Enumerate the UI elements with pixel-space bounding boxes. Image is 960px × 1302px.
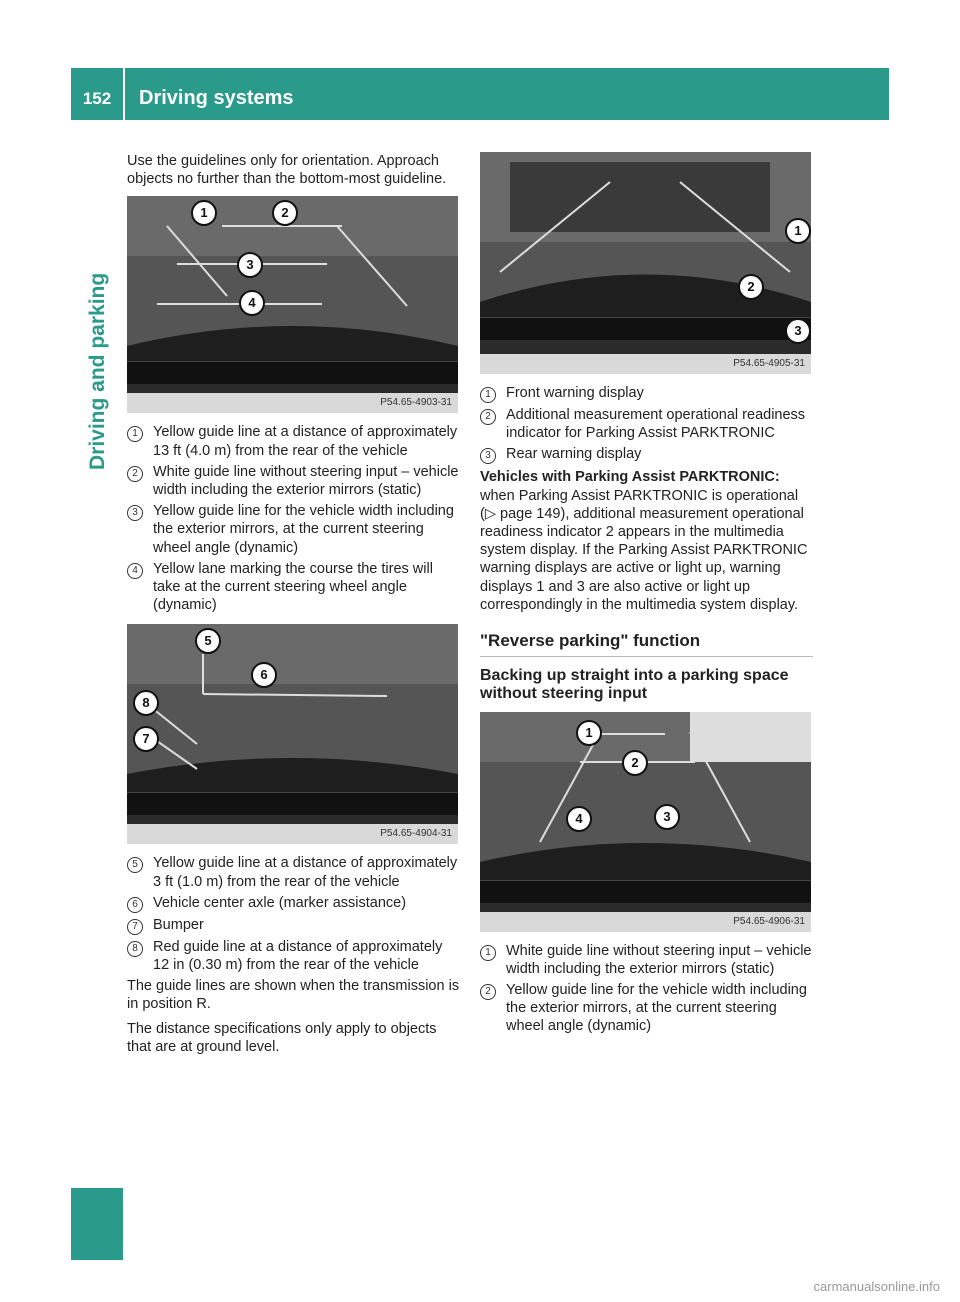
figure-code-3: P54.65-4905-31 <box>480 354 811 374</box>
marker-2: 2 <box>738 274 764 300</box>
marker-1: 1 <box>191 200 217 226</box>
parktronic-text: when Parking Assist PARKTRONIC is operational (▷ page 149), additional measurement operational readiness indicator 2 appears in the multimedia system display. If the Parking Assist PARKTRONIC warning displays are active or light up, warning displays 1 and 3 are also active or light up correspondingly in the multimedia system display. <box>480 487 808 613</box>
marker-3: 3 <box>654 804 680 830</box>
marker-2: 2 <box>272 200 298 226</box>
figure-code-2: P54.65-4904-31 <box>127 824 458 844</box>
legend-list-2 <box>127 854 460 974</box>
list-item: 4 Yellow lane marking the course the tires will take at the current steering wheel angle (dynamic) <box>127 560 460 615</box>
figure-code-1: P54.65-4903-31 <box>127 393 458 413</box>
list-item: 2 White guide line without steering input – vehicle width including the exterior mirrors (static) <box>127 463 460 499</box>
list-item: 6 Vehicle center axle (marker assistance) <box>127 894 460 913</box>
marker-3: 3 <box>785 318 811 344</box>
camera-image-1 <box>127 196 458 413</box>
camera-toolbar-3 <box>480 317 811 340</box>
camera-toolbar-4 <box>480 880 811 903</box>
camera-toolbar-2 <box>127 792 458 815</box>
camera-toolbar-1 <box>127 361 458 384</box>
marker-2: 2 <box>622 750 648 776</box>
figure-code-4: P54.65-4906-31 <box>480 912 811 932</box>
side-tab-marker <box>71 1188 123 1260</box>
marker-1: 1 <box>576 720 602 746</box>
legend-list-1 <box>127 423 460 614</box>
list-item: 2 Yellow guide line for the vehicle width including the exterior mirrors, at the current steering wheel angle (dynamic) <box>480 981 813 1036</box>
list-item: 3 Yellow guide line for the vehicle width including the exterior mirrors, at the current steering wheel angle (dynamic) <box>127 502 460 557</box>
page-title: Driving systems <box>139 86 294 109</box>
marker-3: 3 <box>237 252 263 278</box>
side-tab-label: Driving and parking <box>86 272 109 470</box>
section-heading: "Reverse parking" function <box>480 632 813 657</box>
legend-list-4 <box>480 942 813 1036</box>
list-item: 1 Front warning display <box>480 384 813 403</box>
list-item: 2 Additional measurement operational readiness indicator for Parking Assist PARKTRONIC <box>480 406 813 442</box>
marker-5: 5 <box>195 628 221 654</box>
paragraph-ground-level: The distance specifications only apply to objects that are at ground level. <box>127 1020 437 1055</box>
marker-6: 6 <box>251 662 277 688</box>
marker-7: 7 <box>133 726 159 752</box>
marker-4: 4 <box>566 806 592 832</box>
right-column <box>480 152 813 1039</box>
left-column <box>127 152 460 1062</box>
legend-list-3 <box>480 384 813 464</box>
paragraph-transmission: The guide lines are shown when the transmission is in position R. <box>127 978 460 1013</box>
list-item: 3 Rear warning display <box>480 445 813 464</box>
camera-image-3 <box>480 152 811 374</box>
page-header <box>71 68 889 120</box>
camera-image-4 <box>480 712 811 932</box>
camera-image-2 <box>127 624 458 844</box>
list-item: 1 White guide line without steering input – vehicle width including the exterior mirrors (static) <box>480 942 813 978</box>
subsection-heading: Backing up straight into a parking space without steering input <box>480 667 789 703</box>
watermark: carmanualsonline.info <box>813 1279 940 1294</box>
marker-8: 8 <box>133 690 159 716</box>
page-number: 152 <box>71 68 125 120</box>
parktronic-heading: Vehicles with Parking Assist PARKTRONIC: <box>480 469 780 486</box>
list-item: 5 Yellow guide line at a distance of approximately 3 ft (1.0 m) from the rear of the vehicle <box>127 854 460 890</box>
list-item: 8 Red guide line at a distance of approximately 12 in (0.30 m) from the rear of the vehicle <box>127 938 460 974</box>
intro-text: Use the guidelines only for orientation. Approach objects no further than the bottom-most guideline. <box>127 153 447 188</box>
marker-1: 1 <box>785 218 811 244</box>
list-item: 1 Yellow guide line at a distance of approximately 13 ft (4.0 m) from the rear of the vehicle <box>127 423 460 459</box>
list-item: 7 Bumper <box>127 916 460 935</box>
marker-4: 4 <box>239 290 265 316</box>
